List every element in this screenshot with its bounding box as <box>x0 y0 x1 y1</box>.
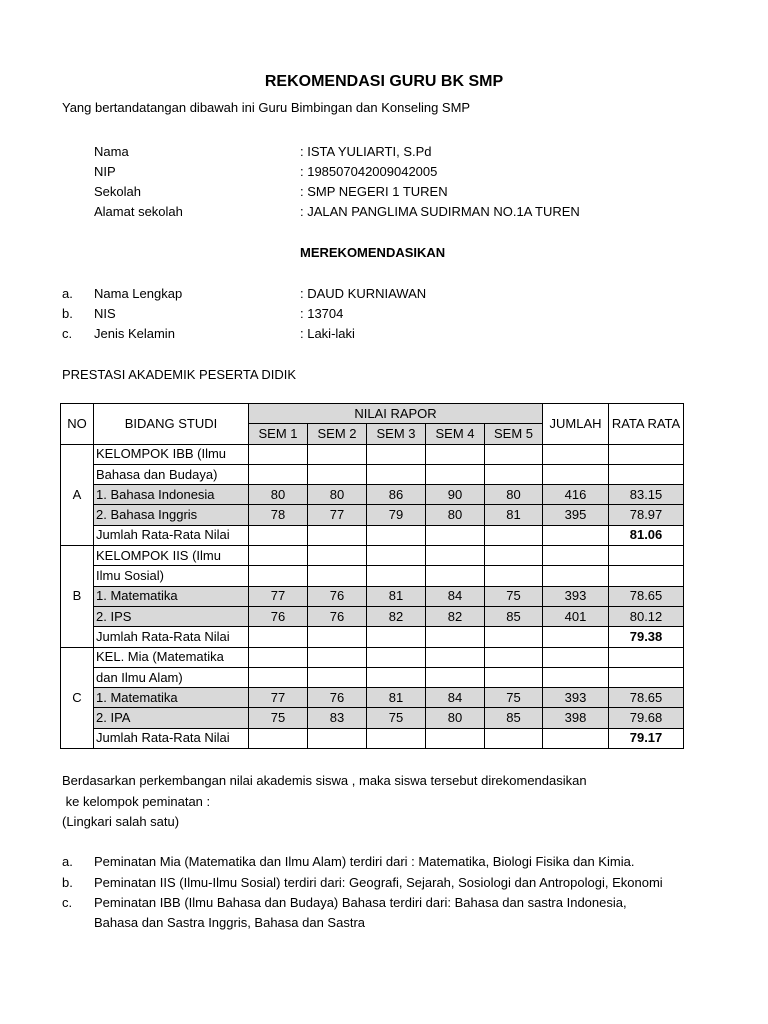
jumlah-value: 393 <box>543 688 609 708</box>
option-b-letter: b. <box>62 875 73 890</box>
sem-value: 75 <box>249 708 308 728</box>
group-a-summary-value: 81.06 <box>609 525 684 545</box>
sem-value: 78 <box>249 505 308 525</box>
table-row <box>61 586 684 606</box>
intro-text: Yang bertandatangan dibawah ini Guru Bimbingan dan Konseling SMP <box>62 100 471 115</box>
teacher-name-label: Nama <box>94 144 129 159</box>
sem-value: 80 <box>426 708 485 728</box>
header-nilai-rapor: NILAI RAPOR <box>249 404 543 424</box>
jumlah-value: 416 <box>543 485 609 505</box>
teacher-nip-label: NIP <box>94 164 116 179</box>
subject-name: 2. IPA <box>94 708 249 728</box>
teacher-school-value: : SMP NEGERI 1 TUREN <box>300 184 448 199</box>
subject-name: 1. Matematika <box>94 688 249 708</box>
group-c-title-line2: dan Ilmu Alam) <box>94 667 249 687</box>
option-c-text: Peminatan IBB (Ilmu Bahasa dan Budaya) Bahasa terdiri dari: Bahasa dan sastra Indonesia, <box>94 895 627 910</box>
document-title: REKOMENDASI GURU BK SMP <box>264 73 504 90</box>
header-sem-2: SEM 2 <box>308 424 367 444</box>
jumlah-value: 398 <box>543 708 609 728</box>
rata-value: 78.65 <box>609 688 684 708</box>
teacher-address-value: : JALAN PANGLIMA SUDIRMAN NO.1A TUREN <box>300 204 580 219</box>
group-b-title-line2: Ilmu Sosial) <box>94 566 249 586</box>
teacher-name-value: : ISTA YULIARTI, S.Pd <box>300 144 432 159</box>
rata-value: 78.65 <box>609 586 684 606</box>
sem-value: 80 <box>426 505 485 525</box>
subject-name: 1. Matematika <box>94 586 249 606</box>
sem-value: 76 <box>308 688 367 708</box>
rata-value: 83.15 <box>609 485 684 505</box>
sem-value: 76 <box>308 606 367 626</box>
jumlah-value: 395 <box>543 505 609 525</box>
sem-value: 81 <box>367 688 426 708</box>
header-sem-4: SEM 4 <box>426 424 485 444</box>
header-sem-5: SEM 5 <box>485 424 543 444</box>
rata-value: 80.12 <box>609 606 684 626</box>
sem-value: 76 <box>249 606 308 626</box>
group-c-no: C <box>61 647 94 748</box>
jumlah-value: 401 <box>543 606 609 626</box>
option-b-text: Peminatan IIS (Ilmu-Ilmu Sosial) terdiri dari: Geografi, Sejarah, Sosiologi dan Antropologi, Ekonomi <box>94 875 663 890</box>
group-a-summary-label: Jumlah Rata-Rata Nilai <box>94 525 249 545</box>
sem-value: 76 <box>308 586 367 606</box>
conclusion-line-2: ke kelompok peminatan : <box>62 794 211 809</box>
sem-value: 77 <box>249 688 308 708</box>
group-b-summary-value: 79.38 <box>609 627 684 647</box>
sem-value: 85 <box>485 708 543 728</box>
subject-name: 2. IPS <box>94 606 249 626</box>
option-c-letter: c. <box>62 895 73 910</box>
table-row <box>61 688 684 708</box>
header-sem-1: SEM 1 <box>249 424 308 444</box>
table-row <box>61 606 684 626</box>
rata-value: 78.97 <box>609 505 684 525</box>
sem-value: 83 <box>308 708 367 728</box>
header-rata-rata: RATA RATA <box>609 404 684 445</box>
sem-value: 85 <box>485 606 543 626</box>
header-jumlah: JUMLAH <box>543 404 609 445</box>
teacher-nip-value: : 198507042009042005 <box>300 164 438 179</box>
option-c-text-line-2: Bahasa dan Sastra Inggris, Bahasa dan Sastra <box>94 915 366 930</box>
student-gender-value: : Laki-laki <box>300 326 355 341</box>
sem-value: 82 <box>367 606 426 626</box>
sem-value: 80 <box>308 485 367 505</box>
student-nis-letter: b. <box>62 306 73 321</box>
group-b-title-line1: KELOMPOK IIS (Ilmu <box>94 546 249 566</box>
group-c-summary-label: Jumlah Rata-Rata Nilai <box>94 728 249 748</box>
group-a-title-line1: KELOMPOK IBB (Ilmu <box>94 444 249 464</box>
student-name-letter: a. <box>62 286 73 301</box>
header-sem-3: SEM 3 <box>367 424 426 444</box>
sem-value: 84 <box>426 688 485 708</box>
group-c-title-line1: KEL. Mia (Matematika <box>94 647 249 667</box>
student-gender-letter: c. <box>62 326 73 341</box>
table-row <box>61 485 684 505</box>
group-b-no: B <box>61 546 94 647</box>
teacher-address-label: Alamat sekolah <box>94 204 183 219</box>
teacher-school-label: Sekolah <box>94 184 141 199</box>
grades-table <box>60 403 684 749</box>
table-row <box>61 708 684 728</box>
recommend-heading: MEREKOMENDASIKAN <box>300 245 446 260</box>
option-a-text: Peminatan Mia (Matematika dan Ilmu Alam) terdiri dari : Matematika, Biologi Fisika dan Kimia. <box>94 854 635 869</box>
jumlah-value: 393 <box>543 586 609 606</box>
header-no: NO <box>61 404 94 445</box>
prestasi-heading: PRESTASI AKADEMIK PESERTA DIDIK <box>62 367 297 382</box>
sem-value: 75 <box>485 688 543 708</box>
subject-name: 1. Bahasa Indonesia <box>94 485 249 505</box>
student-gender-label: Jenis Kelamin <box>94 326 175 341</box>
sem-value: 90 <box>426 485 485 505</box>
conclusion-line-3: (Lingkari salah satu) <box>62 814 180 829</box>
group-c-summary-value: 79.17 <box>609 728 684 748</box>
sem-value: 75 <box>485 586 543 606</box>
table-row <box>61 505 684 525</box>
group-b-summary-label: Jumlah Rata-Rata Nilai <box>94 627 249 647</box>
sem-value: 80 <box>249 485 308 505</box>
rata-value: 79.68 <box>609 708 684 728</box>
sem-value: 75 <box>367 708 426 728</box>
conclusion-line-1: Berdasarkan perkembangan nilai akademis siswa , maka siswa tersebut direkomendasikan <box>62 773 587 788</box>
group-a-title-line2: Bahasa dan Budaya) <box>94 464 249 484</box>
student-nis-value: : 13704 <box>300 306 344 321</box>
student-name-label: Nama Lengkap <box>94 286 183 301</box>
sem-value: 82 <box>426 606 485 626</box>
sem-value: 80 <box>485 485 543 505</box>
sem-value: 79 <box>367 505 426 525</box>
sem-value: 81 <box>485 505 543 525</box>
student-nis-label: NIS <box>94 306 116 321</box>
student-name-value: : DAUD KURNIAWAN <box>300 286 427 301</box>
sem-value: 77 <box>249 586 308 606</box>
header-bidang-studi: BIDANG STUDI <box>94 404 249 445</box>
group-a-no: A <box>61 444 94 545</box>
sem-value: 86 <box>367 485 426 505</box>
sem-value: 81 <box>367 586 426 606</box>
sem-value: 77 <box>308 505 367 525</box>
sem-value: 84 <box>426 586 485 606</box>
option-a-letter: a. <box>62 854 73 869</box>
subject-name: 2. Bahasa Inggris <box>94 505 249 525</box>
